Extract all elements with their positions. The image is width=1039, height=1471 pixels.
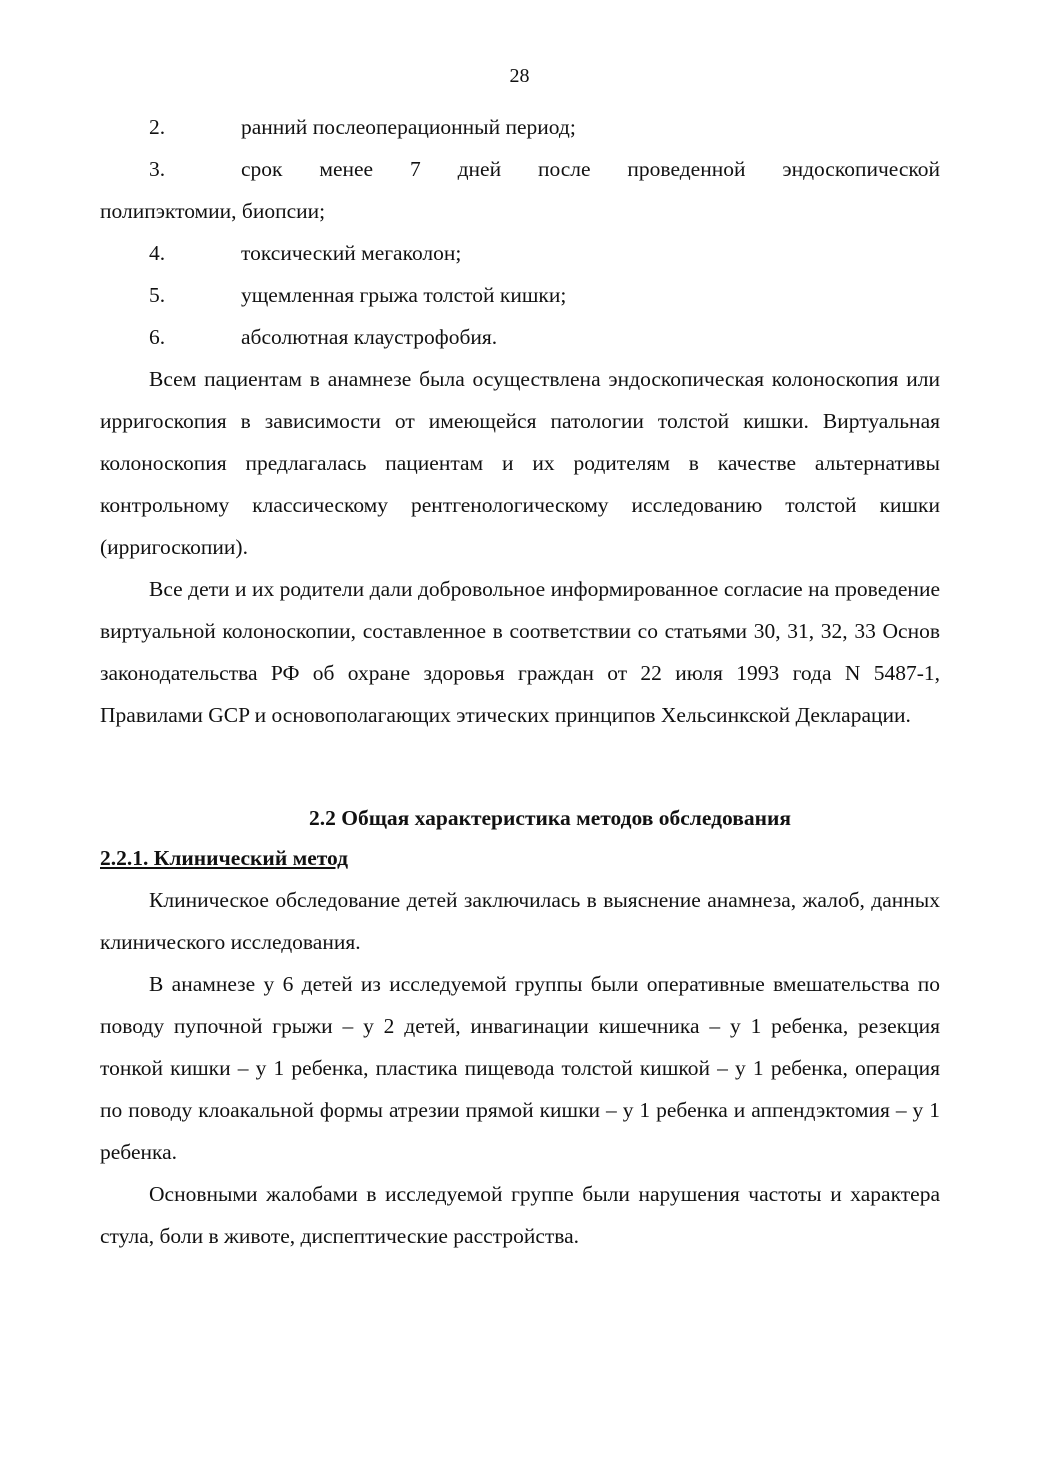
list-item <box>100 106 940 148</box>
page-number: 28 <box>509 65 530 87</box>
list-item <box>100 148 940 190</box>
list-item-number: 6. <box>149 325 166 349</box>
section-heading: 2.2 Общая характеристика методов обследования <box>309 806 791 830</box>
list-item <box>100 274 940 316</box>
paragraph-informed-consent: Все дети и их родители дали добровольное информированное согласие на проведение виртуальной колоноскопии, составленное в соответствии со статьями 30, 31, 32, 33 Основ законодательства РФ об охране здоровья граждан от 22 июля 1993 года N 5487-1, Правилами GCP и основополагающих этических принципов Хельсинкской Декларации. <box>100 577 940 727</box>
list-item-text: токсический мегаколон; <box>241 241 462 265</box>
list-item-text: ущемленная грыжа толстой кишки; <box>241 283 567 307</box>
paragraph-clinical-exam: Клиническое обследование детей заключилась в выяснение анамнеза, жалоб, данных клинического исследования. <box>100 888 940 954</box>
list-item-number: 4. <box>149 241 166 265</box>
paragraph-complaints: Основными жалобами в исследуемой группе были нарушения частоты и характера стула, боли в животе, диспептические расстройства. <box>100 1182 940 1248</box>
list-item <box>100 316 940 358</box>
list-item-text: ранний послеоперационный период; <box>241 115 576 139</box>
paragraph-surgical-history: В анамнезе у 6 детей из исследуемой группы были оперативные вмешательства по поводу пупочной грыжи – у 2 детей, инвагинации кишечника – у 1 ребенка, резекция тонкой кишки – у 1 ребенка, пластика пищевода толстой кишкой – у 1 ребенка, операция по поводу клоакальной формы атрезии прямой кишки – у 1 ребенка и аппендэктомия – у 1 ребенка. <box>100 972 940 1164</box>
list-item-text: абсолютная клаустрофобия. <box>241 325 498 349</box>
subsection-heading: 2.2.1. Клинический метод <box>100 846 349 870</box>
list-item <box>100 232 940 274</box>
list-item-continuation: полипэктомии, биопсии; <box>100 199 326 223</box>
page-content <box>100 106 940 1257</box>
list-item-number: 5. <box>149 283 166 307</box>
list-item-text: срок менее 7 дней после проведенной эндоскопической <box>241 157 940 181</box>
list-item-number: 3. <box>149 157 166 181</box>
list-item-number: 2. <box>149 115 166 139</box>
paragraph-patients-history: Всем пациентам в анамнезе была осуществлена эндоскопическая колоноскопия или ирригоскопия в зависимости от имеющейся патологии толстой кишки. Виртуальная колоноскопия предлагалась пациентам и их родителям в качестве альтернативы контрольному классическому рентгенологическому исследованию толстой кишки (ирригоскопии). <box>100 367 940 559</box>
